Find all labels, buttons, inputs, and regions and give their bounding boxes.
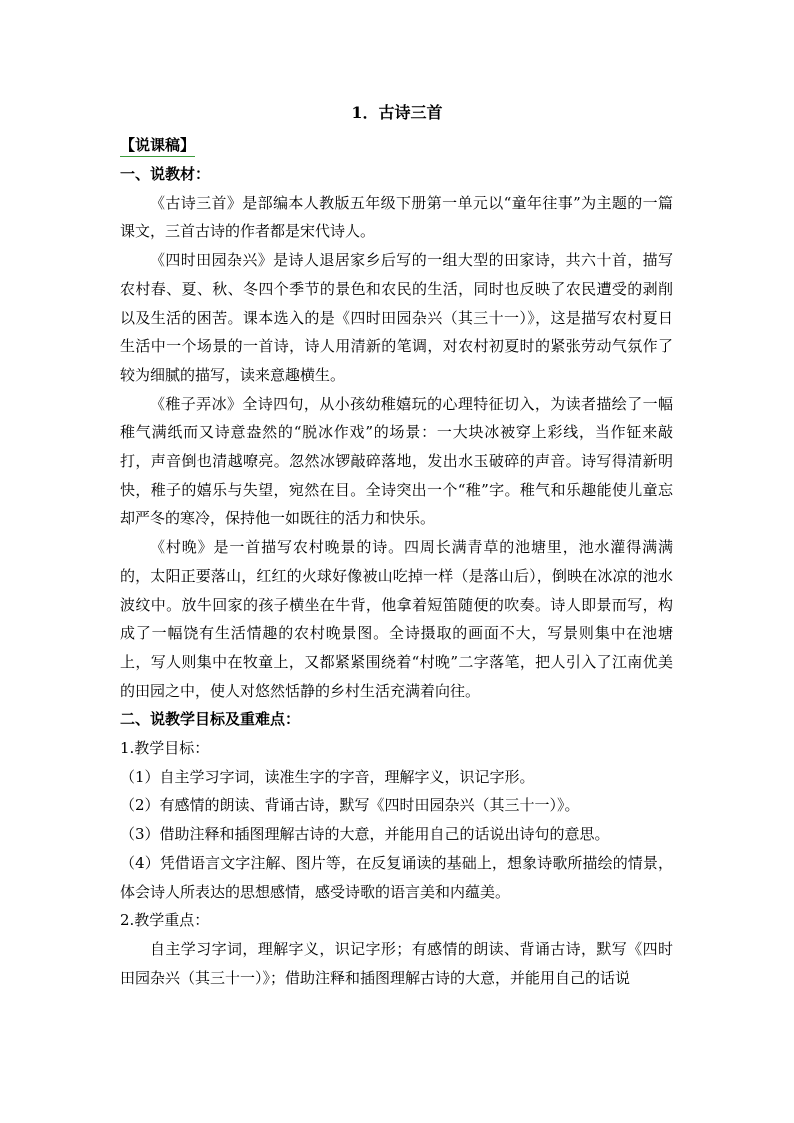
document-body	[120, 131, 673, 992]
section-heading-textbook: 一、说教材：	[120, 165, 211, 183]
section-tag: 【说课稿】	[120, 134, 195, 157]
paragraph-overview: 《古诗三首》是部编本人教版五年级下册第一单元以“童年往事”为主题的一篇课文，三首古诗的作者都是宋代诗人。	[120, 193, 673, 241]
paragraph-cun-wan: 《村晚》是一首描写农村晚景的诗。四周长满青草的池塘里，池水灌得满满的，太阳正要落山，红红的火球好像被山吃掉一样（是落山后），倒映在冰凉的池水波纹中。放牛回家的孩子横坐在牛背，他拿着短笛随便的吹奏。诗人即景而写，构成了一幅饶有生活情趣的农村晚景图。全诗摄取的画面不大，写景则集中在池塘上，写人则集中在牧童上，又都紧紧围绕着“村晚”二字落笔，把人引入了江南优美的田园之中，使人对悠然恬静的乡村生活充满着向往。	[120, 538, 673, 700]
goal-item: （2）有感情的朗读、背诵古诗，默写《四时田园杂兴（其三十一）》。	[120, 796, 580, 815]
paragraph-zhizi-nongbing: 《稚子弄冰》全诗四句，从小孩幼稚嬉玩的心理特征切入，为读者描绘了一幅稚气满纸而又诗意盎然的“脱冰作戏”的场景：一大块冰被穿上彩线，当作钲来敲打，声音倒也清越嘹亮。忽然冰锣敲碎落地，发出水玉破碎的声音。诗写得清新明快，稚子的嬉乐与失望，宛然在目。全诗突出一个“稚”字。稚气和乐趣能使儿童忘却严冬的寒冷，保持他一如既往的活力和快乐。	[120, 394, 673, 528]
section-heading-goals: 二、说教学目标及重难点：	[120, 710, 301, 729]
goal-item: （3）借助注释和插图理解古诗的大意，并能用自己的话说出诗句的意思。	[120, 825, 610, 844]
goals-label: 1.教学目标：	[120, 739, 210, 758]
page-title: 1．古诗三首	[351, 103, 443, 122]
focus-paragraph: 自主学习字词，理解字义，识记字形；有感情的朗读、背诵古诗，默写《四时田园杂兴（其三十一）》；借助注释和插图理解古诗的大意，并能用自己的话说	[120, 939, 673, 987]
goal-item: （4）凭借语言文字注解、图片等，在反复诵读的基础上，想象诗歌所描绘的情景，体会诗人所表达的思想感情，感受诗歌的语言美和内蕴美。	[120, 853, 673, 901]
goal-item: （1）自主学习字词，读准生字的字音，理解字义，识记字形。	[120, 767, 535, 786]
paragraph-sishi-tianyuan: 《四时田园杂兴》是诗人退居家乡后写的一组大型的田家诗，共六十首，描写农村春、夏、秋、冬四个季节的景色和农民的生活，同时也反映了农民遭受的剥削以及生活的困苦。课本选入的是《四时田园杂兴（其三十一）》，这是描写农村夏日生活中一个场景的一首诗，诗人用清新的笔调，对农村初夏时的紧张劳动气氛作了较为细腻的描写，读来意趣横生。	[120, 251, 673, 384]
focus-label: 2.教学重点：	[120, 911, 210, 930]
